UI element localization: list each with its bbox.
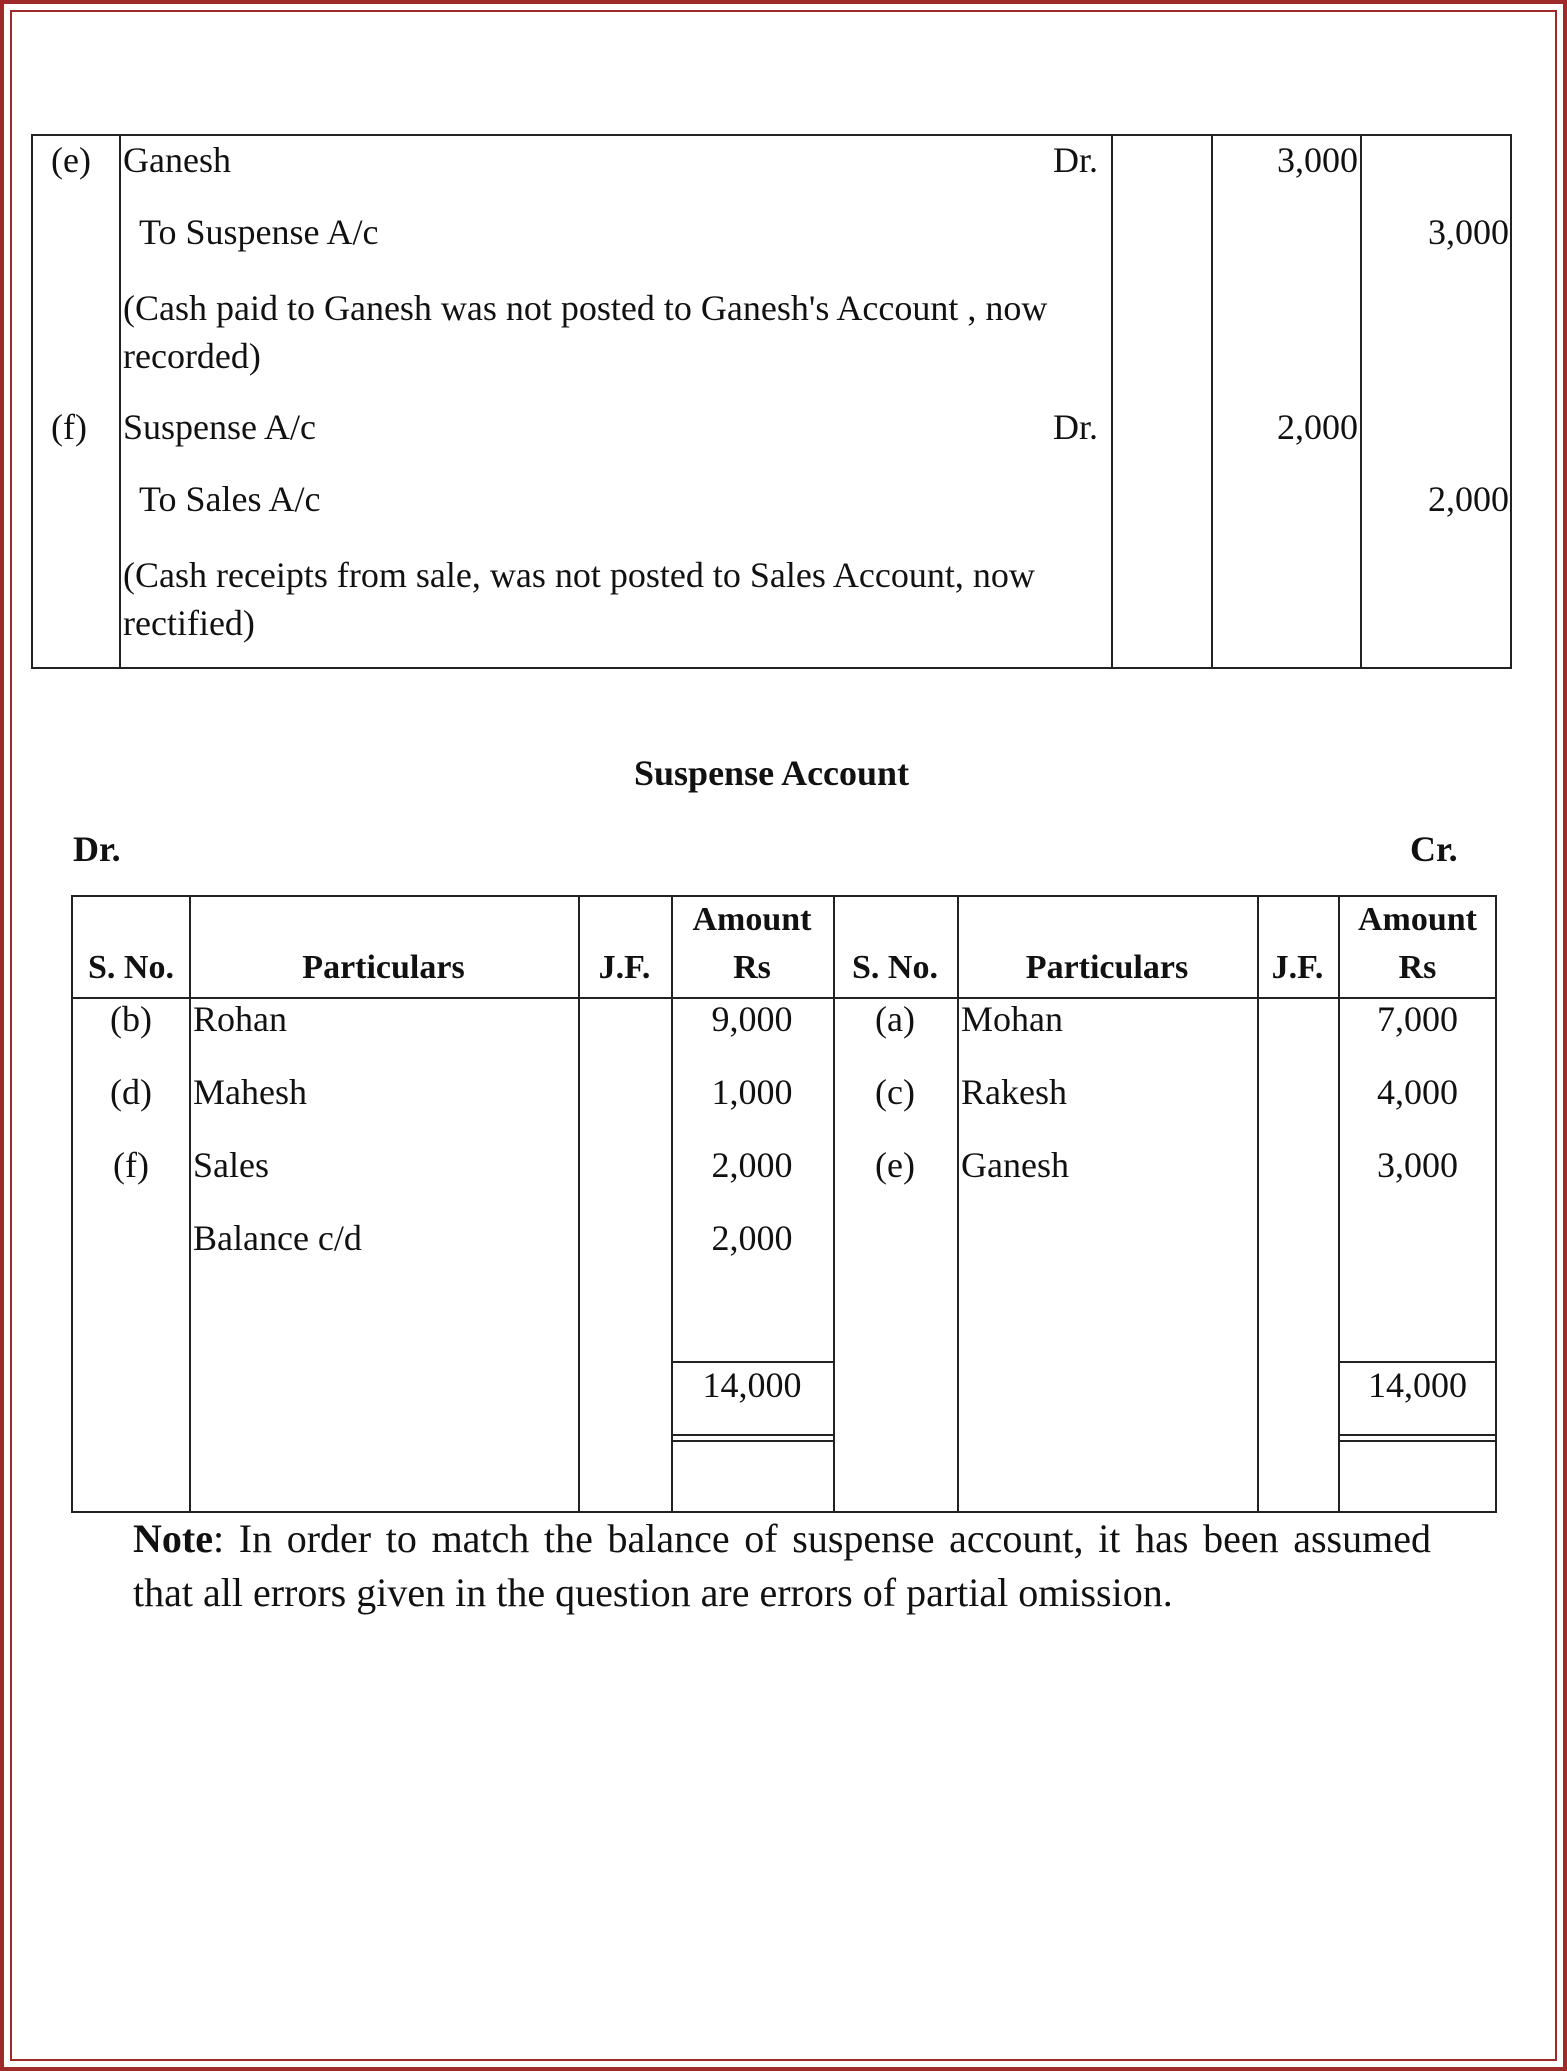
cr-side-label: Cr.	[1410, 829, 1458, 869]
journal-narration: (Cash paid to Ganesh was not posted to Ganesh's Account , now recorded)	[123, 288, 1048, 376]
journal-debit-account: Ganesh	[123, 140, 231, 180]
debit-row-particulars: Balance c/d	[193, 1218, 362, 1258]
journal-table	[31, 134, 1512, 669]
debit-row-sno: (f)	[113, 1145, 149, 1185]
credit-row-sno: (a)	[875, 999, 915, 1039]
debit-row-particulars: Sales	[193, 1145, 269, 1185]
credit-row-particulars: Mohan	[961, 999, 1063, 1039]
note-paragraph	[133, 1512, 1431, 1620]
credit-row-particulars: Rakesh	[961, 1072, 1067, 1112]
debit-total: 14,000	[702, 1365, 802, 1405]
credit-row-amount: 4,000	[1377, 1072, 1458, 1112]
journal-debit-amount: 2,000	[1277, 407, 1358, 447]
header-jf: J.F.	[1271, 949, 1324, 986]
credit-row-sno: (e)	[875, 1145, 915, 1185]
journal-narration: (Cash receipts from sale, was not posted to Sales Account, now rectified)	[123, 555, 1035, 643]
journal-credit-account: To Suspense A/c	[139, 212, 379, 252]
debit-total-rule	[671, 1361, 833, 1363]
header-amount: Amount	[1357, 901, 1478, 938]
header-particulars: Particulars	[302, 949, 465, 986]
debit-row-amount: 2,000	[711, 1218, 793, 1258]
journal-credit-account: To Sales A/c	[139, 479, 321, 519]
journal-debit-account: Suspense A/c	[123, 407, 316, 447]
credit-row-amount: 3,000	[1377, 1145, 1458, 1185]
credit-row-sno: (c)	[875, 1072, 915, 1112]
journal-col-divider	[1211, 136, 1213, 667]
debit-total-double-rule	[671, 1440, 833, 1442]
credit-total: 14,000	[1368, 1365, 1467, 1405]
header-particulars: Particulars	[1025, 949, 1189, 986]
note-text: : In order to match the balance of suspense account, it has been assumed that all errors given in the question are errors of partial omission.	[133, 1516, 1431, 1615]
journal-debit-amount: 3,000	[1277, 140, 1358, 180]
debit-row-particulars: Rohan	[193, 999, 287, 1039]
journal-credit-amount: 3,000	[1428, 212, 1509, 252]
credit-row-particulars: Ganesh	[961, 1145, 1069, 1185]
journal-dr-label: Dr.	[1053, 407, 1098, 447]
credit-total-double-rule	[1338, 1434, 1497, 1436]
credit-total-double-rule	[1338, 1440, 1497, 1442]
header-jf: J.F.	[598, 949, 651, 986]
header-amount-unit: Rs	[1398, 949, 1437, 986]
journal-entry-sno: (e)	[51, 140, 91, 180]
debit-total-double-rule	[671, 1434, 833, 1436]
debit-row-sno: (b)	[110, 999, 152, 1039]
header-sno: S. No.	[852, 949, 938, 986]
debit-row-amount: 9,000	[711, 999, 793, 1039]
header-sno: S. No.	[88, 949, 174, 986]
journal-col-divider	[1360, 136, 1362, 667]
suspense-account-title: Suspense Account	[634, 753, 910, 793]
journal-dr-label: Dr.	[1053, 140, 1098, 180]
journal-entry-sno: (f)	[51, 407, 87, 447]
journal-col-divider	[119, 136, 121, 667]
debit-row-particulars: Mahesh	[193, 1072, 307, 1112]
header-amount: Amount	[692, 901, 812, 938]
credit-row-amount: 7,000	[1377, 999, 1458, 1039]
dr-side-label: Dr.	[73, 829, 121, 869]
debit-row-amount: 1,000	[711, 1072, 793, 1112]
credit-total-rule	[1338, 1361, 1497, 1363]
header-amount-unit: Rs	[733, 949, 771, 986]
suspense-account-table	[71, 895, 1497, 1513]
note-label: Note	[133, 1516, 213, 1561]
debit-row-amount: 2,000	[711, 1145, 793, 1185]
debit-row-sno: (d)	[110, 1072, 152, 1112]
journal-credit-amount: 2,000	[1428, 479, 1509, 519]
